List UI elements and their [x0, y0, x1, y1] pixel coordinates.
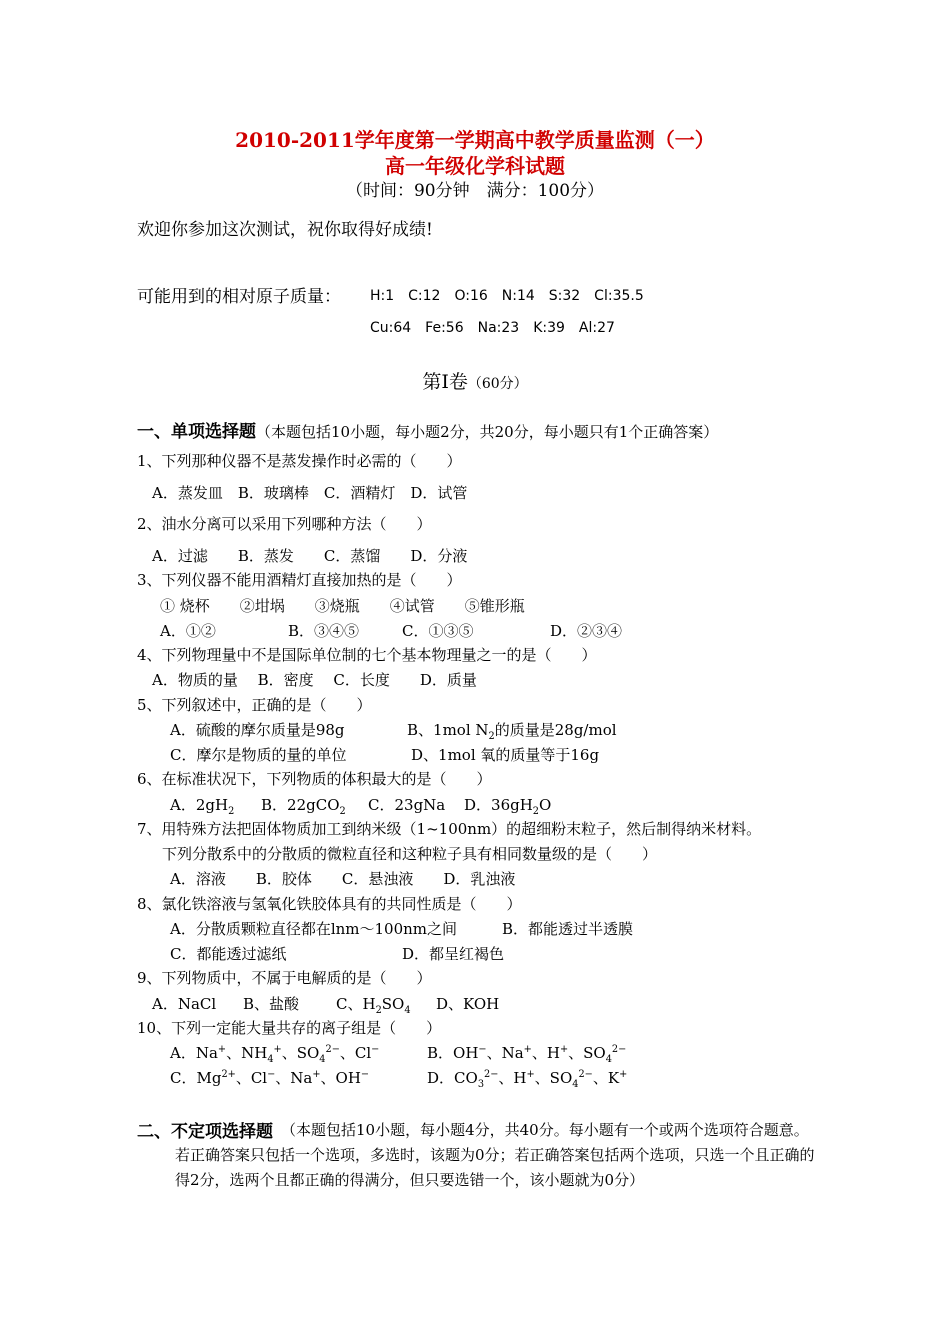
- section1-header: [137, 417, 718, 442]
- q9-option-b: B、盐酸: [243, 995, 300, 1013]
- q1-options: A．蒸发皿 B．玻璃棒 C．酒精灯 D．试管: [152, 484, 468, 502]
- volume-score: （60分）: [467, 376, 528, 392]
- q3-stem: 3、下列仪器不能用酒精灯直接加热的是（ ）: [137, 571, 462, 589]
- q1-stem: 1、下列那种仪器不是蒸发操作时必需的（ ）: [137, 452, 462, 470]
- q5-option-a: A．硫酸的摩尔质量是98g: [170, 721, 345, 739]
- q3-items: ① 烧杯 ②坩埚 ③烧瓶 ④试管 ⑤锥形瓶: [160, 597, 525, 615]
- volume-title: [0, 367, 950, 394]
- q4-options: A．物质的量 B．密度 C．长度 D．质量: [152, 671, 477, 689]
- q9-option-c: C、$H_2SO_4$: [336, 995, 411, 1016]
- q8-option-d: D．都呈红褐色: [402, 945, 505, 963]
- q2-options: A．过滤 B．蒸发 C．蒸馏 D．分液: [152, 547, 468, 565]
- exam-title-line1: 2010-2011学年度第一学期高中教学质量监测（一）: [235, 128, 715, 152]
- q8-stem: 8、氯化铁溶液与氢氧化铁胶体具有的共同性质是（ ）: [137, 895, 522, 913]
- atomic-mass-label: 可能用到的相对原子质量：: [137, 287, 341, 307]
- exam-title-line2: 高一年级化学科试题: [385, 154, 565, 178]
- q3-option-b: B．③④⑤: [288, 622, 360, 640]
- volume-title-text: 第Ⅰ卷: [422, 371, 468, 393]
- q6-stem: 6、在标准状况下，下列物质的体积最大的是（ ）: [137, 770, 492, 788]
- q3-option-d: D．②③④: [550, 622, 623, 640]
- q6-option-a: A．$2gH_2$: [170, 796, 235, 817]
- section2-heading: 二、不定项选择题: [137, 1122, 273, 1142]
- q6-option-b: B．22gCO$_2$: [261, 796, 346, 817]
- q10-option-c: C．$Mg^{2+}$、Cl−、Na+、OH−: [170, 1069, 370, 1087]
- atomic-mass-row2: Cu:64 Fe:56 Na:23 K:39 Al:27: [370, 320, 615, 336]
- q5-option-d: D、1mol 氧的质量等于16g: [411, 746, 600, 764]
- q10-option-a: A．Na+、$NH_4^+$、$SO_4^{2-}$、Cl−: [170, 1044, 380, 1065]
- q10-stem: 10、下列一定能大量共存的离子组是（ ）: [137, 1019, 442, 1037]
- q6-option-c: C．23gNa: [368, 796, 446, 814]
- section1-heading: 一、单项选择题: [137, 422, 256, 442]
- q9-option-d: D、KOH: [436, 995, 500, 1013]
- time-info: （时间：90分钟 满分：100分）: [345, 181, 605, 201]
- q8-option-b: B．都能透过半透膜: [502, 920, 634, 938]
- q7-stem-line1: 7、用特殊方法把固体物质加工到纳米级（1~100nm）的超细粉末粒子，然后制得纳米材料。: [137, 820, 762, 838]
- atomic-mass-row1: H:1 C:12 O:16 N:14 S:32 Cl:35.5: [370, 288, 644, 304]
- q7-options: A．溶液 B．胶体 C．悬浊液 D．乳浊液: [170, 870, 516, 888]
- q3-option-a: A．①②: [160, 622, 216, 640]
- q8-option-c: C．都能透过滤纸: [170, 945, 287, 963]
- q4-stem: 4、下列物理量中不是国际单位制的七个基本物理量之一的是（ ）: [137, 646, 597, 664]
- q5-option-c: C．摩尔是物质的量的单位: [170, 746, 347, 764]
- welcome-text: 欢迎你参加这次测试，祝你取得好成绩!: [137, 220, 433, 240]
- q10-option-d: D．$CO_3^{2-}$、H+、$SO_4^{2-}$、K+: [427, 1069, 628, 1090]
- q8-option-a: A．分散质颗粒直径都在lnm～100nm之间: [170, 920, 458, 938]
- q9-option-a: A．NaCl: [152, 995, 217, 1013]
- q3-option-c: C．①③⑤: [402, 622, 474, 640]
- q2-stem: 2、油水分离可以采用下列哪种方法（ ）: [137, 515, 432, 533]
- q10-option-b: B．OH−、Na+、H+、$SO_4^{2-}$: [427, 1044, 627, 1065]
- q5-stem: 5、下列叙述中，正确的是（ ）: [137, 696, 372, 714]
- q6-option-d: D．$36gH_2O$: [464, 796, 552, 817]
- q9-stem: 9、下列物质中，不属于电解质的是（ ）: [137, 969, 432, 987]
- section1-desc: （本题包括10小题，每小题2分，共20分，每小题只有1个正确答案）: [256, 423, 719, 441]
- q5-option-b: B、1mol $N_2$的质量是28g/mol: [407, 721, 617, 742]
- q7-stem-line2: 下列分散系中的分散质的微粒直径和这种粒子具有相同数量级的是（ ）: [162, 845, 658, 863]
- section2-desc: （本题包括10小题，每小题4分，共40分。每小题有一个或两个选项符合题意。若正确答案只包括一个选项，多选时，该题为0分；若正确答案包括两个选项，只选一个且正确的得2分，选两个且都正确的得满分，但只要选错一个，该小题就为0分）: [175, 1121, 815, 1189]
